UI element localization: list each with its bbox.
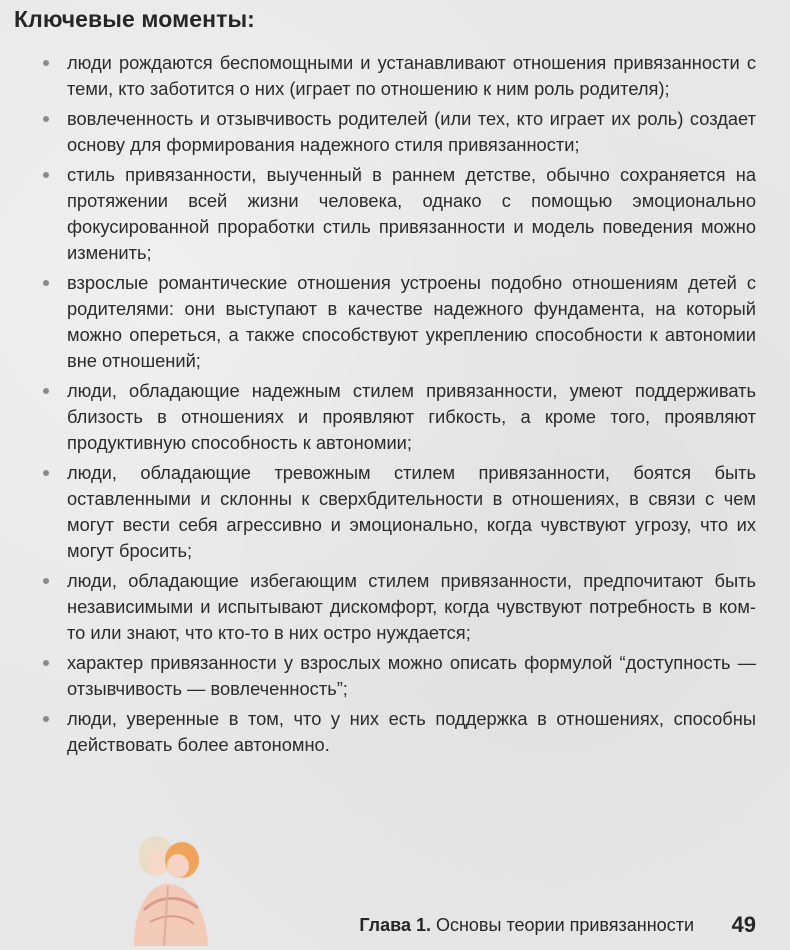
key-points-list	[0, 50, 790, 762]
running-footer	[359, 915, 694, 936]
right-face-shape	[167, 854, 189, 878]
bodies-shape	[134, 884, 208, 946]
bullet-icon	[43, 660, 49, 666]
list-item-text: люди, обладающие тревожным стилем привязанности, боятся быть оставленными и склонны к сверхбдительности в отношениях, в связи с чем могут вести себя агрессивно и эмоционально, когда чувствуют угрозу, что их могут бросить;	[67, 462, 756, 561]
list-item	[0, 378, 790, 460]
hugging-couple-illustration	[120, 826, 220, 946]
chapter-title: Основы теории привязанности	[435, 915, 694, 935]
bullet-icon	[43, 388, 49, 394]
list-item	[0, 162, 790, 270]
list-item-text: люди, обладающие надежным стилем привязанности, умеют поддерживать близость в отношениях и проявляют гибкость, а кроме того, проявляют продуктивную способность к автономии;	[67, 380, 756, 453]
list-item-text: стиль привязанности, выученный в раннем детстве, обычно сохраняется на протяжении всей жизни человека, однако с помощью эмоционально фокусированной проработки стиль привязанности и модель поведения можно изменить;	[67, 164, 756, 263]
list-item-text: люди, уверенные в том, что у них есть поддержка в отношениях, способны действовать более автономно.	[67, 708, 756, 755]
bullet-icon	[43, 280, 49, 286]
list-item-text: люди рождаются беспомощными и устанавливают отношения привязанности с теми, кто заботится о них (играет по отношению к ним роль родителя);	[67, 52, 756, 99]
list-item-text: вовлеченность и отзывчивость родителей (или тех, кто играет их роль) создает основу для формирования надежного стиля привязанности;	[67, 108, 756, 155]
list-item-text: взрослые романтические отношения устроены подобно отношениям детей с родителями: они выступают в качестве надежного фундамента, на который можно опереться, а также способствуют укреплению способности к автономии вне отношений;	[67, 272, 756, 371]
page-number: 49	[731, 912, 756, 937]
list-item	[0, 106, 790, 162]
bullet-icon	[43, 716, 49, 722]
list-item	[0, 50, 790, 106]
bullet-icon	[43, 60, 49, 66]
list-item	[0, 706, 790, 762]
chapter-label: Глава 1.	[359, 915, 431, 935]
section-heading: Ключевые моменты:	[14, 6, 255, 32]
list-item	[0, 650, 790, 706]
list-item	[0, 568, 790, 650]
bullet-icon	[43, 470, 49, 476]
bullet-icon	[43, 116, 49, 122]
bullet-icon	[43, 578, 49, 584]
list-item-text: люди, обладающие избегающим стилем привязанности, предпочитают быть независимыми и испытывают дискомфорт, когда чувствуют потребность в ком-то или знают, что кто-то в них остро нуждается;	[67, 570, 756, 643]
list-item	[0, 460, 790, 568]
list-item	[0, 270, 790, 378]
list-item-text: характер привязанности у взрослых можно описать формулой “доступность — отзывчивость — вовлеченность”;	[67, 652, 756, 699]
bullet-icon	[43, 172, 49, 178]
